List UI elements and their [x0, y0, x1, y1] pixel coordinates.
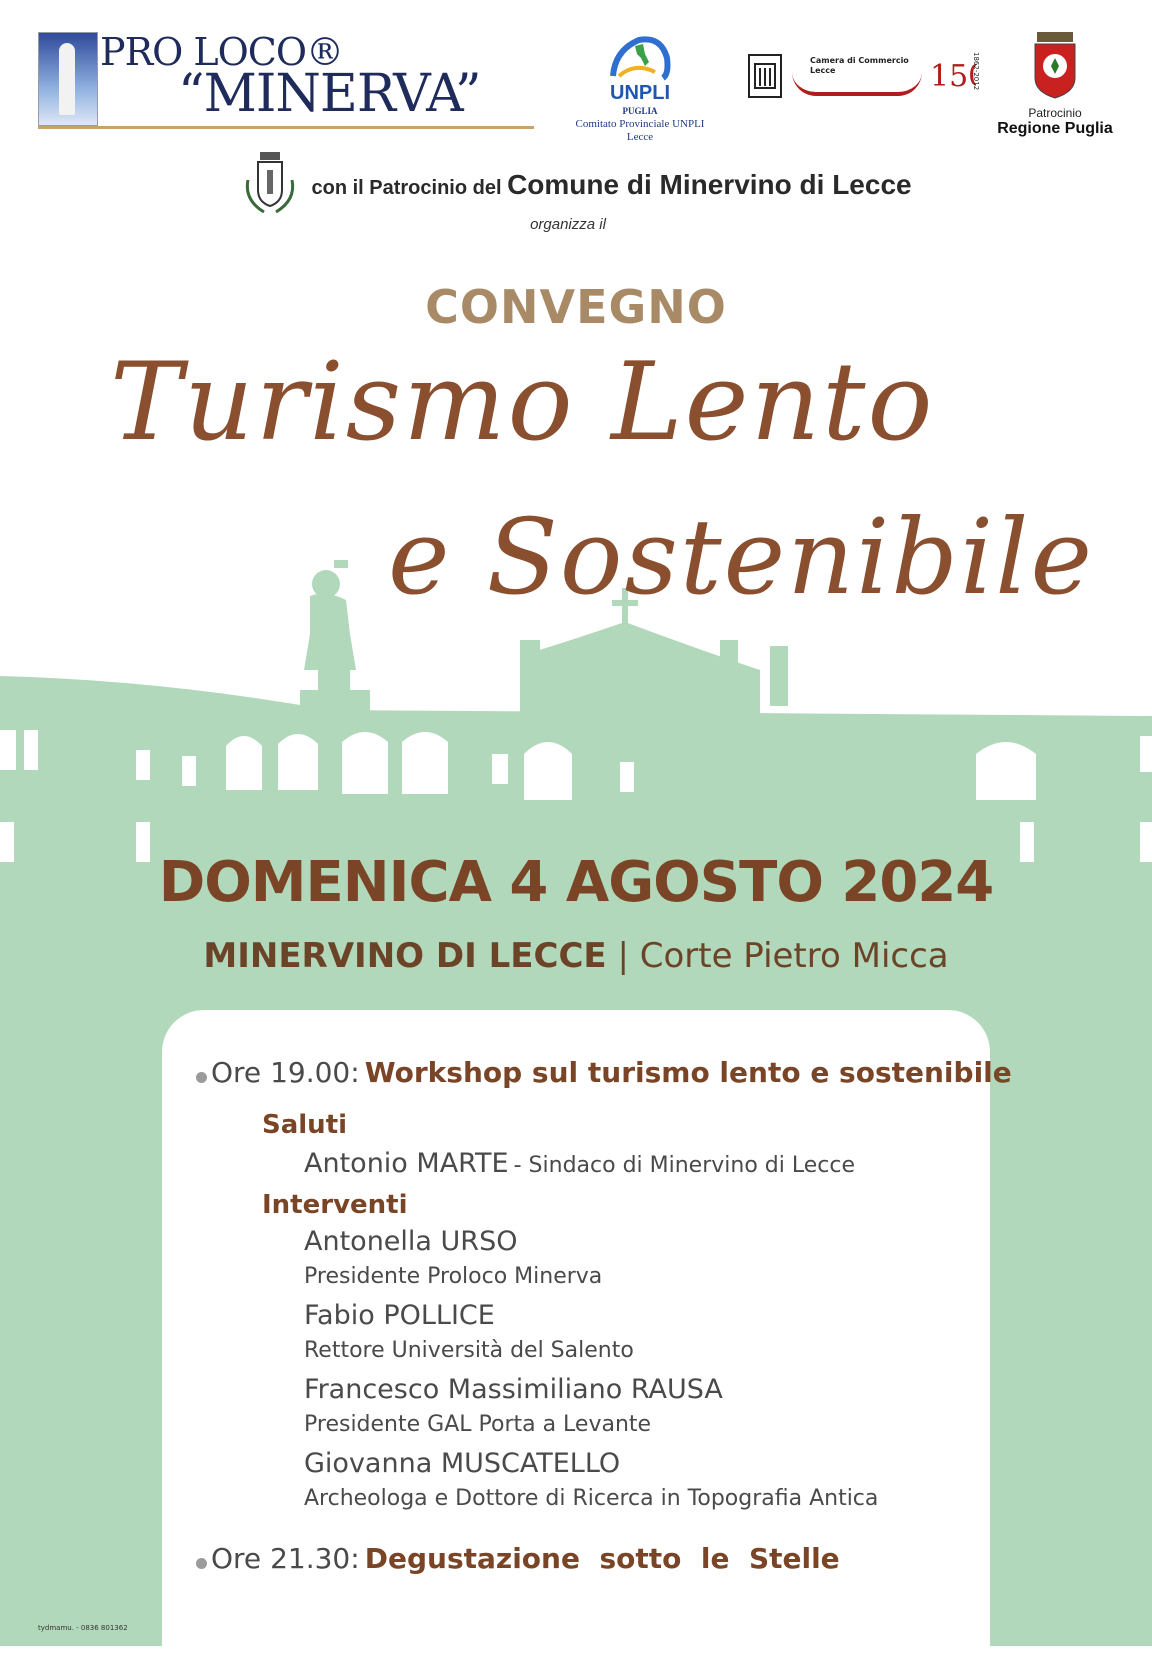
patrocinio-text	[311, 169, 911, 201]
convegno-kicker: CONVEGNO	[425, 280, 727, 334]
comune-name: Comune di Minervino di Lecce	[507, 169, 912, 200]
camera-commercio-logo	[748, 50, 978, 100]
anniversary-150-icon	[928, 52, 976, 96]
place-town: MINERVINO DI LECCE	[203, 936, 607, 976]
unpli-region: PUGLIA	[622, 106, 658, 116]
unpli-committee: Comitato Provinciale UNPLI	[575, 118, 705, 130]
degustazione-time: Ore 21.30:	[211, 1542, 360, 1575]
patrocinio-prefix: con il Patrocinio del	[311, 177, 502, 199]
event-place	[0, 936, 1152, 976]
event-date: DOMENICA 4 AGOSTO 2024	[158, 850, 994, 915]
unpli-logo	[560, 32, 720, 152]
proloco-logo-line1: PRO LOCO®	[100, 30, 344, 74]
organizza-text: organizza il	[530, 216, 606, 233]
saluti-heading: Saluti	[262, 1110, 348, 1140]
program-card	[162, 1010, 1012, 1670]
place-separator: |	[617, 936, 629, 976]
speaker-name: Giovanna MUSCATELLO	[304, 1448, 621, 1479]
place-venue: Corte Pietro Micca	[639, 936, 949, 976]
puglia-patrocinio: Patrocinio	[1028, 106, 1082, 120]
minerva-statue-icon	[38, 32, 98, 126]
proloco-minerva-logo	[38, 30, 538, 130]
speaker-name: Antonio MARTE	[304, 1148, 509, 1179]
saluti-item	[304, 1148, 855, 1179]
speaker-role: Presidente Proloco Minerva	[304, 1264, 603, 1289]
degustazione-title: Degustazione sotto le Stelle	[364, 1542, 840, 1575]
proloco-underline	[38, 126, 534, 129]
printer-credit: tydmamu. - 0836 801362	[38, 1624, 128, 1632]
bullet-icon	[196, 1072, 207, 1083]
speaker-name: Antonella URSO	[304, 1226, 518, 1257]
camera-years: 1862-2012	[972, 52, 980, 91]
puglia-name: Regione Puglia	[997, 120, 1113, 137]
proloco-logo-line2: “MINERVA”	[178, 64, 481, 124]
svg-text:150: 15	[930, 59, 969, 94]
speaker-role: - Sindaco di Minervino di Lecce	[513, 1153, 855, 1178]
bullet-icon	[196, 1558, 207, 1569]
workshop-title: Workshop sul turismo lento e sostenibile	[364, 1056, 1012, 1089]
event-title-line2: e Sostenibile	[388, 496, 1095, 618]
speaker-name: Francesco Massimiliano RAUSA	[304, 1374, 723, 1405]
unpli-wordmark: UNPLI	[610, 82, 670, 104]
regione-puglia-crest-icon	[1029, 30, 1081, 100]
regione-puglia-logo	[990, 30, 1120, 160]
building-icon	[748, 54, 782, 98]
unpli-city: Lecce	[626, 131, 654, 143]
patrocinio-line	[0, 150, 1152, 220]
program-item-workshop	[196, 1056, 1012, 1089]
workshop-time: Ore 19.00:	[211, 1056, 360, 1089]
speaker-name: Fabio POLLICE	[304, 1300, 495, 1331]
interventi-heading: Interventi	[262, 1190, 408, 1220]
program-item-degustazione	[196, 1542, 840, 1575]
camera-commercio-text: Camera di Commercio Lecce	[810, 56, 909, 75]
speaker-role: Presidente GAL Porta a Levante	[304, 1412, 652, 1437]
speaker-role: Rettore Università del Salento	[304, 1338, 634, 1363]
camera-swoosh-icon	[792, 72, 922, 96]
comune-coat-of-arms-icon	[240, 150, 300, 220]
italy-map-icon	[605, 32, 675, 84]
speaker-role: Archeologa e Dottore di Ricerca in Topografia Antica	[304, 1486, 879, 1511]
event-title-line1: Turismo Lento	[110, 340, 935, 465]
